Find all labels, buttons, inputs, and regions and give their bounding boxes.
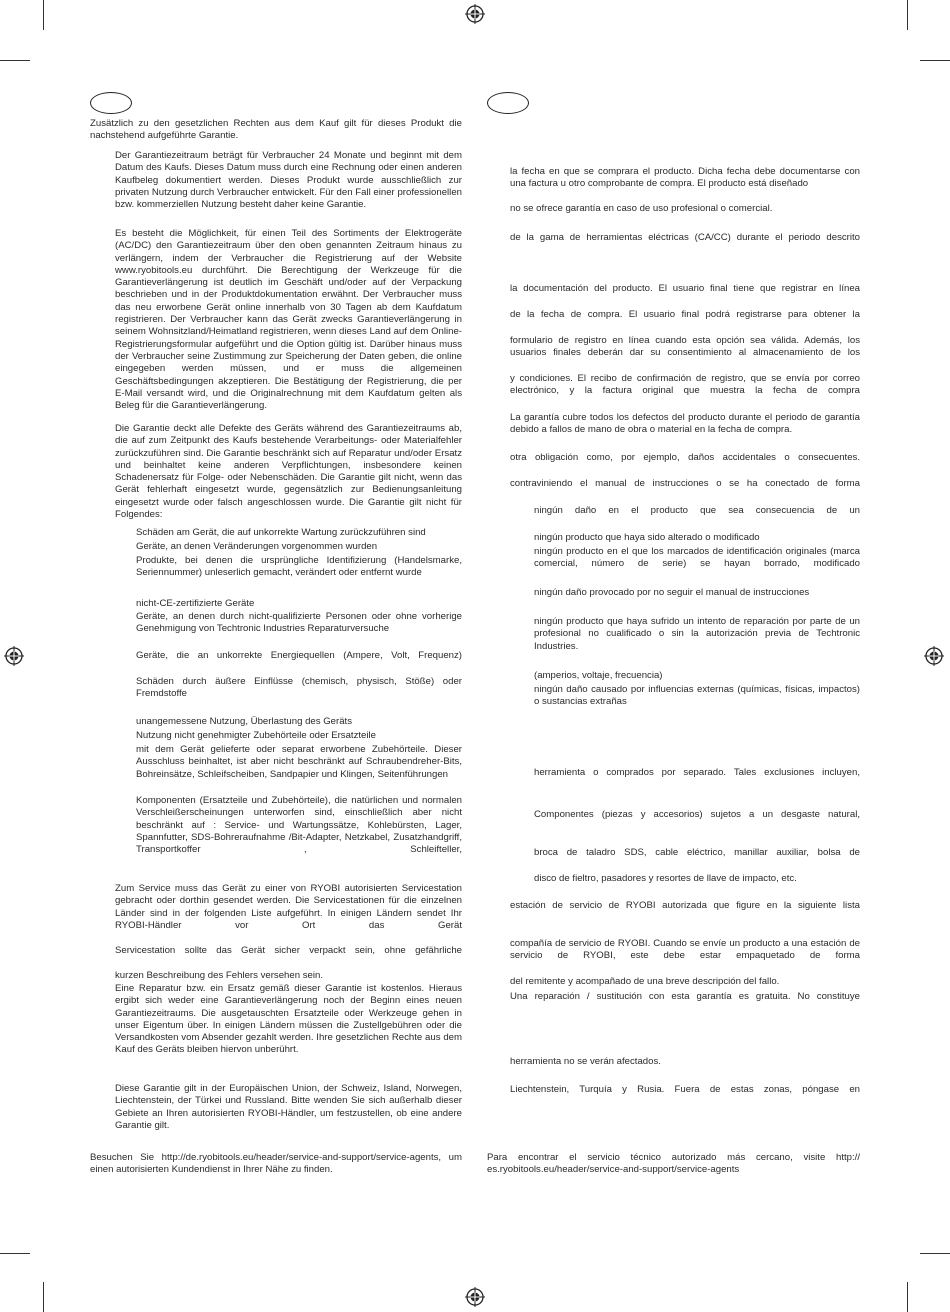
crop-mark xyxy=(0,60,30,61)
crop-mark xyxy=(920,60,950,61)
es-exclusion-item: herramienta o comprados por separado. Tales exclusiones incluyen, xyxy=(534,767,860,778)
crop-mark xyxy=(43,0,44,30)
es-text: contraviniendo el manual de instrucciones o se ha conectado de forma xyxy=(510,478,860,489)
de-service-description: kurzen Beschreibung des Fehlers versehen sein. xyxy=(115,970,323,981)
de-warranty-period: Der Garantiezeitraum beträgt für Verbraucher 24 Monate und beginnt mit dem Datum des Kaufs. Dieses Datum muss durch eine Rechnung oder einen anderen Kaufbeleg dokumentiert werden. Dieses Produkt wurde ausschließlich zur privaten Nutzung durch Verbraucher entwickelt. Für den Fall einer professionellen bzw. kommerziellen Nutzung besteht daher keine Garantie. xyxy=(115,150,462,211)
de-exclusion-item: Schäden durch äußere Einflüsse (chemisch, physisch, Stöße) oder Fremdstoffe xyxy=(136,676,462,700)
language-badge-es xyxy=(487,92,529,114)
de-exclusion-item: Komponenten (Ersatzteile und Zubehörteile), die natürlichen und normalen Verschleißerscheinungen unterworfen sind, einschließlich aber nicht beschränkt auf : Service- und Wartungssätze, Kohlebürsten, Lager, Spannfutter, SDS-Bohreraufnahme /Bit-Adapter, Netzkabel, Zusatzhandgriff, Transportkoffer , Schleifteller, xyxy=(136,795,462,856)
es-text: de la fecha de compra. El usuario final podrá registrarse para obtener la xyxy=(510,309,860,320)
es-exclusion-item: ningún daño causado por influencias externas (químicas, físicas, impactos) o sustancias extrañas xyxy=(534,684,860,708)
de-warranty-territory: Diese Garantie gilt in der Europäischen Union, der Schweiz, Island, Norwegen, Liechtenstein, der Türkei und Russland. Bitte wenden Sie sich außerhalb dieser Gebiete an Ihren autorisierten RYOBI-Händler, um festzustellen, ob eine andere Garantie gilt. xyxy=(115,1083,462,1131)
es-footer-link: Para encontrar el servicio técnico autorizado más cercano, visite http:// es.ryobitools.eu/header/service-and-support/service-agents xyxy=(487,1152,860,1176)
es-text: otra obligación como, por ejemplo, daños accidentales o consecuentes. xyxy=(510,452,860,463)
registration-mark-icon xyxy=(924,646,944,666)
es-text: no se ofrece garantía en caso de uso profesional o comercial. xyxy=(510,203,773,214)
de-warranty-extension: Es besteht die Möglichkeit, für einen Teil des Sortiments der Elektrogeräte (AC/DC) den Garantiezeitraum über den oben genannten Zeitraum hinaus zu verlängern, indem der Verbraucher die Registrierung auf der Website www.ryobitools.eu durchführt. Die Berechtigung der Werkzeuge für die Garantieverlängerung ist deutlich im Geschäft und/oder auf der Verpackung beschrieben und in der Produktdokumentation erwähnt. Der Verbraucher muss das neu erworbene Gerät online innerhalb von 30 Tagen ab dem Kaufdatum registrieren. Der Verbraucher kann das Gerät zwecks Garantieverlängerung in seinem Wohnsitzland/Heimatland registrieren, wenn dieses Land auf dem Online-Registrierungsformular aufgeführt und die Option gültig ist. Darüber hinaus muss der Verbraucher seine Zustimmung zur Speicherung der Daten geben, die online eingegeben werden müssen, und er muss die allgemeinen Geschäftsbedingungen akzeptieren. Die Bestätigung der Registrierung, die per E-Mail versandt wird, und die Originalrechnung mit dem Kaufdatum gelten als Beleg für die Garantieverlängerung. xyxy=(115,228,462,412)
de-service-info: Zum Service muss das Gerät zu einer von RYOBI autorisierten Servicestation gebracht oder dorthin gesendet werden. Die Servicestationen für die einzelnen Länder sind in der folgenden Liste aufgeführt. In einigen Ländern sendet Ihr RYOBI-Händler vor Ort das Gerät xyxy=(115,883,462,931)
de-exclusion-item: Nutzung nicht genehmigter Zubehörteile oder Ersatzteile xyxy=(136,730,376,741)
language-badge-de xyxy=(90,92,132,114)
de-exclusion-item: Geräte, die an unkorrekte Energiequellen (Ampere, Volt, Frequenz) xyxy=(136,650,462,661)
de-exclusion-item: Geräte, an denen durch nicht-qualifizierte Personen oder ohne vorherige Genehmigung von Techtronic Industries Reparaturversuche xyxy=(136,611,462,635)
crop-mark xyxy=(907,0,908,30)
de-exclusion-item: Schäden am Gerät, die auf unkorrekte Wartung zurückzuführen sind xyxy=(136,527,426,538)
es-service-text: estación de servicio de RYOBI autorizada que figure en la siguiente lista xyxy=(510,900,860,911)
es-exclusion-item: (amperios, voltaje, frecuencia) xyxy=(534,670,663,681)
es-exclusion-item: ningún daño en el producto que sea consecuencia de un xyxy=(534,505,860,516)
es-exclusion-item: ningún daño provocado por no seguir el manual de instrucciones xyxy=(534,587,810,598)
de-exclusion-item: nicht-CE-zertifizierte Geräte xyxy=(136,598,255,609)
registration-mark-icon xyxy=(4,646,24,666)
crop-mark xyxy=(920,1253,950,1254)
de-footer-link: Besuchen Sie http://de.ryobitools.eu/header/service-and-support/service-agents, um einen autorisierten Kundendienst in Ihrer Nähe zu finden. xyxy=(90,1152,462,1176)
es-text: La garantía cubre todos los defectos del producto durante el periodo de garantía debido a fallos de mano de obra o material en la fecha de compra. xyxy=(510,412,860,436)
es-text: la documentación del producto. El usuario final tiene que registrar en línea xyxy=(510,283,860,294)
es-service-text: Liechtenstein, Turquía y Rusia. Fuera de estas zonas, póngase en xyxy=(510,1084,860,1095)
registration-mark-icon xyxy=(465,1287,485,1307)
de-exclusion-item: Geräte, an denen Veränderungen vorgenommen wurden xyxy=(136,541,378,552)
de-intro: Zusätzlich zu den gesetzlichen Rechten aus dem Kauf gilt für dieses Produkt die nachstehend aufgeführte Garantie. xyxy=(90,118,462,142)
es-text: y condiciones. El recibo de confirmación de registro, que se envía por correo electrónico, y la factura original que muestra la fecha de compra xyxy=(510,373,860,397)
es-service-text: Una reparación / sustitución con esta garantía es gratuita. No constituye xyxy=(510,991,860,1002)
registration-mark-icon xyxy=(465,4,485,24)
de-exclusion-item: Produkte, bei denen die ursprüngliche Identifizierung (Handelsmarke, Seriennummer) unleserlich gemacht, verändert oder entfernt wurde xyxy=(136,555,462,579)
es-service-text: compañía de servicio de RYOBI. Cuando se envíe un producto a una estación de servicio de RYOBI, este debe estar empaquetado de forma xyxy=(510,938,860,962)
de-exclusion-item: mit dem Gerät gelieferte oder separat erworbene Zubehörteile. Dieser Ausschluss beinhaltet, ist aber nicht beschränkt auf Schraubendreher-Bits, Bohreinsätze, Schleifscheiben, Sandpapier und Klingen, Seitenführungen xyxy=(136,744,462,780)
es-service-text: del remitente y acompañado de una breve descripción del fallo. xyxy=(510,976,780,987)
es-service-text: herramienta no se verán afectados. xyxy=(510,1056,661,1067)
es-exclusion-item: Componentes (piezas y accesorios) sujetos a un desgaste natural, xyxy=(534,809,860,820)
de-service-packaging: Servicestation sollte das Gerät sicher verpackt sein, ohne gefährliche xyxy=(115,945,462,956)
es-text: de la gama de herramientas eléctricas (CA/CC) durante el periodo descrito xyxy=(510,232,860,243)
de-repair-free: Eine Reparatur bzw. ein Ersatz gemäß dieser Garantie ist kostenlos. Hieraus ergibt sich weder eine Garantieverlängerung noch der Beginn eines neuen Garantiezeitraums. Die ausgetauschten Ersatzteile oder Werkzeuge gehen in unser Eigentum über. In einigen Ländern müssen die Zustellgebühren oder die Versandkosten vom Absender gezahlt werden. Ihre gesetzlichen Rechte aus dem Kauf des Geräts bleiben hiervon unberührt. xyxy=(115,983,462,1056)
es-text: la fecha en que se comprara el producto. Dicha fecha debe documentarse con una factura u otro comprobante de compra. El producto está diseñado xyxy=(510,166,860,190)
crop-mark xyxy=(907,1282,908,1312)
de-exclusion-item: unangemessene Nutzung, Überlastung des Geräts xyxy=(136,716,352,727)
es-exclusion-item: disco de fieltro, pasadores y resortes de llave de impacto, etc. xyxy=(534,873,797,884)
es-exclusion-item: broca de taladro SDS, cable eléctrico, manillar auxiliar, bolsa de xyxy=(534,847,860,858)
es-exclusion-item: ningún producto que haya sido alterado o modificado xyxy=(534,532,760,543)
crop-mark xyxy=(0,1253,30,1254)
de-warranty-coverage: Die Garantie deckt alle Defekte des Geräts während des Garantiezeitraums ab, die auf zum Zeitpunkt des Kaufs bestehende Verarbeitungs- oder Materialfehler zurückzuführen sind. Die Garantie beschränkt sich auf Reparatur und/oder Ersatz und beinhaltet keine anderen Verpflichtungen, insbesondere keinen Schadenersatz für Folge- oder Nebenschäden. Die Garantie gilt nicht, wenn das Gerät fehlerhaft eingesetzt wurde, gegensätzlich zur Bedienungsanleitung eingesetzt wurde oder falsch angeschlossen wurde. Die Garantie gilt nicht für Folgendes: xyxy=(115,423,462,521)
es-text: formulario de registro en línea cuando esta opción sea válida. Además, los usuarios finales deberán dar su consentimiento al almacenamiento de los xyxy=(510,335,860,359)
es-exclusion-item: ningún producto que haya sufrido un intento de reparación por parte de un profesional no cualificado o sin la autorización previa de Techtronic Industries. xyxy=(534,616,860,652)
crop-mark xyxy=(43,1282,44,1312)
es-exclusion-item: ningún producto en el que los marcados de identificación originales (marca comercial, número de serie) se hayan borrado, modificado xyxy=(534,546,860,570)
